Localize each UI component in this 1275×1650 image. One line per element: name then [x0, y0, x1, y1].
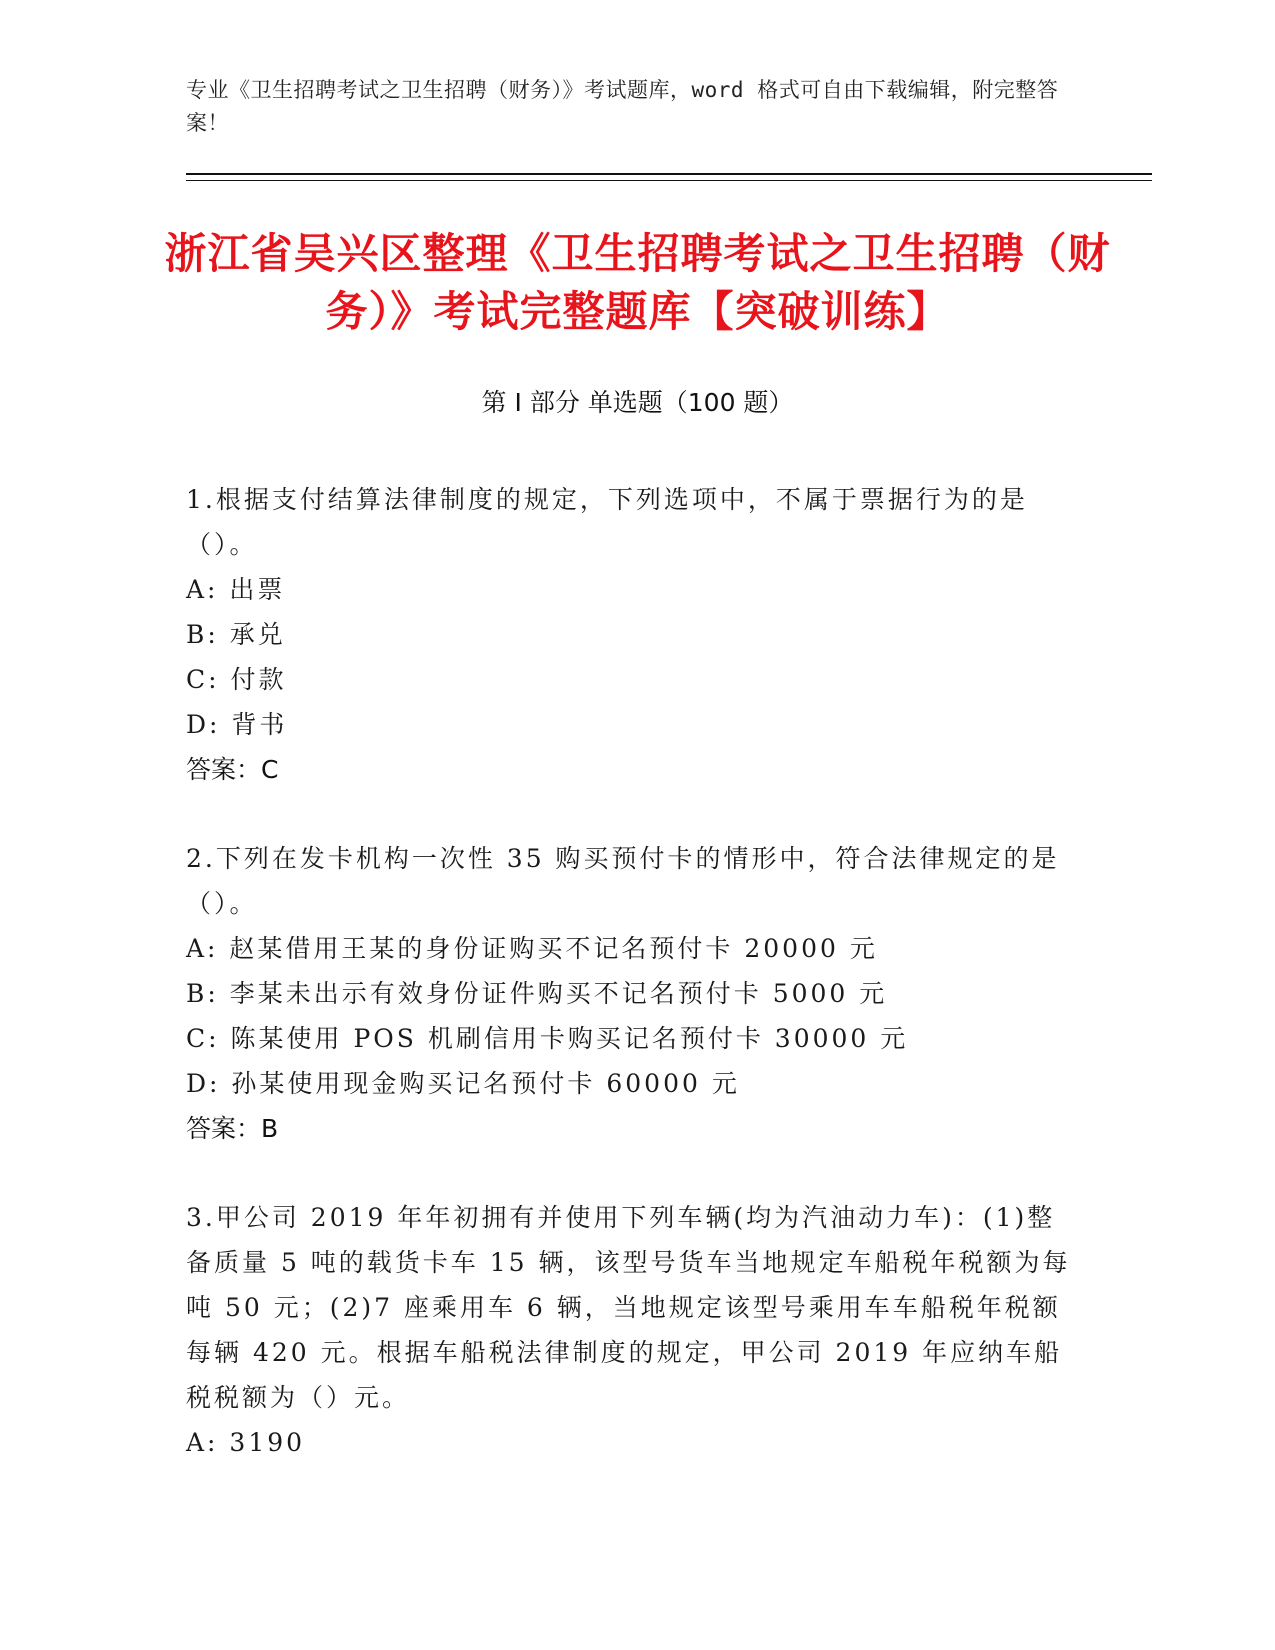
option-b: B: 李某未出示有效身份证件购买不记名预付卡 5000 元	[186, 979, 888, 1008]
header-rule-thin	[186, 180, 1152, 181]
header-note: 专业《卫生招聘考试之卫生招聘（财务）》考试题库，word 格式可自由下载编辑，附完整答案！	[186, 78, 1059, 135]
answer: 答案：B	[186, 1114, 279, 1143]
header-rule-thick	[186, 173, 1152, 175]
question-stem: 2.下列在发卡机构一次性 35 购买预付卡的情形中，符合法律规定的是（）。	[186, 844, 1060, 918]
document-title: 浙江省吴兴区整理《卫生招聘考试之卫生招聘（财务）》考试完整题库【突破训练】	[164, 229, 1111, 336]
section-heading: 第 I 部分 单选题（100 题）	[481, 388, 794, 417]
option-a: A: 出票	[186, 575, 286, 604]
question-3	[186, 1195, 1076, 1465]
question-list	[186, 477, 1076, 1509]
question-1	[186, 477, 1076, 792]
option-c: C: 付款	[186, 665, 287, 694]
question-2	[186, 836, 1076, 1151]
question-stem: 1.根据支付结算法律制度的规定，下列选项中，不属于票据行为的是（）。	[186, 485, 1028, 559]
option-c: C: 陈某使用 POS 机刷信用卡购买记名预付卡 30000 元	[186, 1024, 909, 1053]
option-a: A: 赵某借用王某的身份证购买不记名预付卡 20000 元	[186, 934, 878, 963]
option-b: B: 承兑	[186, 620, 286, 649]
option-d: D: 背书	[186, 710, 288, 739]
option-a: A: 3190	[186, 1428, 306, 1457]
option-d: D: 孙某使用现金购买记名预付卡 60000 元	[186, 1069, 740, 1098]
answer: 答案：C	[186, 755, 279, 784]
question-stem: 3.甲公司 2019 年年初拥有并使用下列车辆(均为汽油动力车)：(1)整备质量 5 吨的载货卡车 15 辆，该型号货车当地规定车船税年税额为每吨 50 元；(2)7 座乘用车 6 辆，当地规定该型号乘用车车船税年税额每辆 420 元。根据车船税法律制度的规定，甲公司 2019 年应纳车船税税额为（）元。	[186, 1203, 1071, 1412]
